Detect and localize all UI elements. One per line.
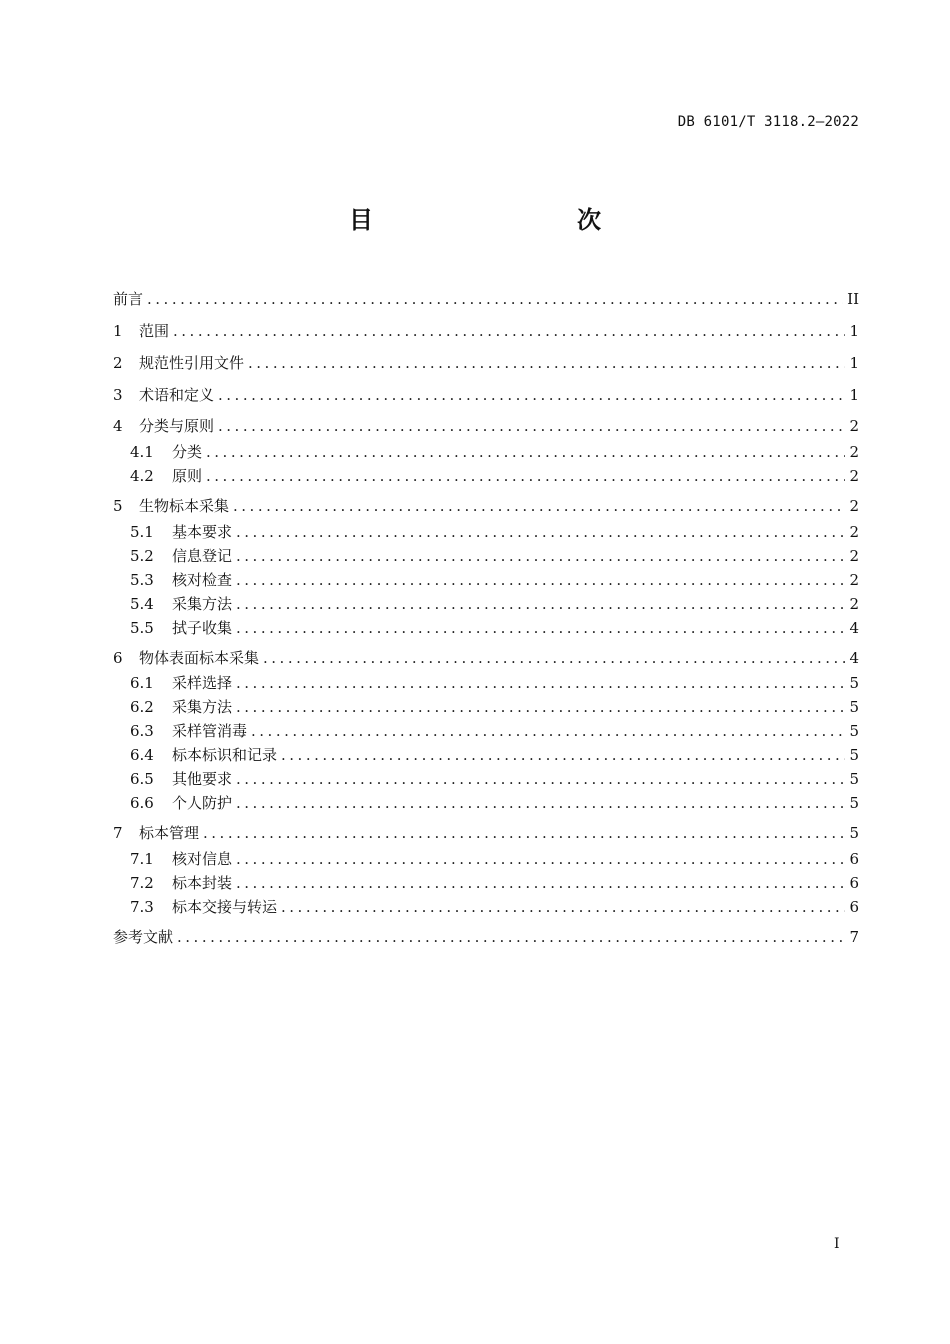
toc-leader-dots — [206, 441, 845, 463]
toc-entry-number: 5.4 — [130, 595, 154, 613]
toc-entry-page: 6 — [849, 898, 859, 916]
toc-entry-number: 7.2 — [130, 874, 154, 892]
toc-leader-dots — [251, 720, 845, 742]
toc-entry-number: 7.3 — [130, 898, 154, 916]
toc-entry[interactable] — [113, 926, 859, 948]
toc-entry-page: 2 — [849, 523, 859, 541]
toc-entry-number: 5.3 — [130, 571, 154, 589]
toc-entry-number: 6.1 — [130, 674, 154, 692]
toc-entry-page: 5 — [849, 674, 859, 692]
toc-entry-number: 4.2 — [130, 467, 154, 485]
toc-entry-label: 标本管理 — [139, 824, 200, 842]
toc-leader-dots — [248, 352, 845, 374]
toc-leader-dots — [218, 384, 845, 406]
toc-entry[interactable] — [113, 384, 859, 406]
toc-leader-dots — [236, 521, 845, 543]
toc-entry-number: 7 — [113, 824, 123, 842]
toc-entry[interactable] — [113, 288, 859, 310]
toc-entry-page: 5 — [849, 770, 859, 788]
toc-entry-page: 2 — [849, 497, 859, 515]
toc-entry[interactable] — [130, 545, 859, 567]
toc-leader-dots — [173, 320, 845, 342]
toc-entry-label: 物体表面标本采集 — [139, 649, 260, 667]
toc-entry-page: 5 — [849, 698, 859, 716]
toc-leader-dots — [206, 465, 845, 487]
toc-entry-page: 1 — [849, 354, 859, 372]
toc-entry-number: 6.2 — [130, 698, 154, 716]
toc-entry-number: 2 — [113, 354, 123, 372]
toc-entry-label: 原则 — [172, 467, 203, 485]
toc-leader-dots — [236, 617, 845, 639]
toc-entry-label: 核对检查 — [172, 571, 233, 589]
toc-entry[interactable] — [113, 415, 859, 437]
toc-entry[interactable] — [113, 320, 859, 342]
toc-entry-label: 拭子收集 — [172, 619, 233, 637]
toc-leader-dots — [147, 288, 843, 310]
toc-entry-label: 标本封装 — [172, 874, 233, 892]
toc-entry-number: 6.4 — [130, 746, 154, 764]
toc-entry-number: 1 — [113, 322, 123, 340]
page-number: I — [834, 1236, 840, 1252]
toc-entry-label: 核对信息 — [172, 850, 233, 868]
toc-entry[interactable] — [130, 465, 859, 487]
toc-entry-label: 规范性引用文件 — [139, 354, 245, 372]
toc-leader-dots — [236, 569, 845, 591]
toc-entry[interactable] — [113, 495, 859, 517]
toc-leader-dots — [203, 822, 845, 844]
toc-entry-page: 6 — [849, 850, 859, 868]
toc-entry-page: 2 — [849, 571, 859, 589]
toc-entry-label: 采样选择 — [172, 674, 233, 692]
toc-leader-dots — [281, 744, 845, 766]
toc-entry-label: 术语和定义 — [139, 386, 215, 404]
toc-entry-page: 5 — [849, 824, 859, 842]
toc-leader-dots — [236, 672, 845, 694]
toc-entry[interactable] — [113, 352, 859, 374]
toc-leader-dots — [263, 647, 845, 669]
toc-entry[interactable] — [130, 521, 859, 543]
toc-entry-label: 基本要求 — [172, 523, 233, 541]
toc-entry-number: 3 — [113, 386, 123, 404]
toc-entry-label: 采集方法 — [172, 698, 233, 716]
toc-entry-number: 4 — [113, 417, 123, 435]
toc-entry-label: 标本标识和记录 — [172, 746, 278, 764]
toc-leader-dots — [236, 872, 845, 894]
toc-entry-label: 其他要求 — [172, 770, 233, 788]
toc-entry-label: 个人防护 — [172, 794, 233, 812]
toc-entry-page: 2 — [849, 443, 859, 461]
toc-entry-label: 采样管消毒 — [172, 722, 248, 740]
toc-entry[interactable] — [130, 896, 859, 918]
toc-entry[interactable] — [130, 768, 859, 790]
toc-entry-label: 分类 — [172, 443, 203, 461]
toc-entry-number: 6 — [113, 649, 123, 667]
toc-entry-number: 5.2 — [130, 547, 154, 565]
toc-leader-dots — [236, 545, 845, 567]
toc-title: 目 次 — [349, 206, 653, 234]
toc-entry-number: 6.5 — [130, 770, 154, 788]
toc-entry[interactable] — [130, 872, 859, 894]
toc-entry[interactable] — [130, 593, 859, 615]
toc-entry-number: 6.3 — [130, 722, 154, 740]
toc-entry-number: 5.1 — [130, 523, 154, 541]
toc-leader-dots — [218, 415, 845, 437]
toc-entry-page: 5 — [849, 722, 859, 740]
toc-entry-label: 分类与原则 — [139, 417, 215, 435]
toc-entry-number: 7.1 — [130, 850, 154, 868]
toc-entry[interactable] — [130, 696, 859, 718]
toc-entry-page: 4 — [849, 619, 859, 637]
toc-entry-page: 4 — [849, 649, 859, 667]
toc-entry[interactable] — [130, 744, 859, 766]
toc-entry-page: 1 — [849, 322, 859, 340]
toc-entry-page: 2 — [849, 467, 859, 485]
toc-entry[interactable] — [130, 617, 859, 639]
toc-entry-page: 6 — [849, 874, 859, 892]
toc-entry-label: 参考文献 — [113, 928, 174, 946]
toc-entry-number: 6.6 — [130, 794, 154, 812]
toc-entry[interactable] — [130, 720, 859, 742]
toc-leader-dots — [236, 696, 845, 718]
toc-leader-dots — [177, 926, 845, 948]
toc-entry-page: 2 — [849, 595, 859, 613]
toc-entry-label: 采集方法 — [172, 595, 233, 613]
toc-entry-label: 生物标本采集 — [139, 497, 230, 515]
toc-entry-page: 7 — [849, 928, 859, 946]
toc-leader-dots — [233, 495, 845, 517]
document-code: DB 6101/T 3118.2—2022 — [677, 114, 859, 130]
toc-entry[interactable] — [130, 441, 859, 463]
toc-entry-label: 范围 — [139, 322, 170, 340]
toc-entry-page: 2 — [849, 417, 859, 435]
toc-entry[interactable] — [130, 848, 859, 870]
toc-entry-number: 5 — [113, 497, 123, 515]
toc-entry[interactable] — [113, 822, 859, 844]
toc-entry-label: 前言 — [113, 290, 144, 308]
toc-entry-label: 信息登记 — [172, 547, 233, 565]
toc-entry-number: 4.1 — [130, 443, 154, 461]
toc-leader-dots — [236, 792, 845, 814]
toc-entry-label: 标本交接与转运 — [172, 898, 278, 916]
toc-entry-page: 5 — [849, 794, 859, 812]
toc-entry-number: 5.5 — [130, 619, 154, 637]
toc-entry-page: II — [847, 290, 859, 308]
toc-leader-dots — [281, 896, 845, 918]
toc-entry[interactable] — [130, 569, 859, 591]
toc-entry-page: 5 — [849, 746, 859, 764]
toc-leader-dots — [236, 768, 845, 790]
toc-entry[interactable] — [113, 647, 859, 669]
toc-entry[interactable] — [130, 792, 859, 814]
toc-entry-page: 1 — [849, 386, 859, 404]
toc-leader-dots — [236, 593, 845, 615]
toc-entry-page: 2 — [849, 547, 859, 565]
toc-leader-dots — [236, 848, 845, 870]
toc-entry[interactable] — [130, 672, 859, 694]
